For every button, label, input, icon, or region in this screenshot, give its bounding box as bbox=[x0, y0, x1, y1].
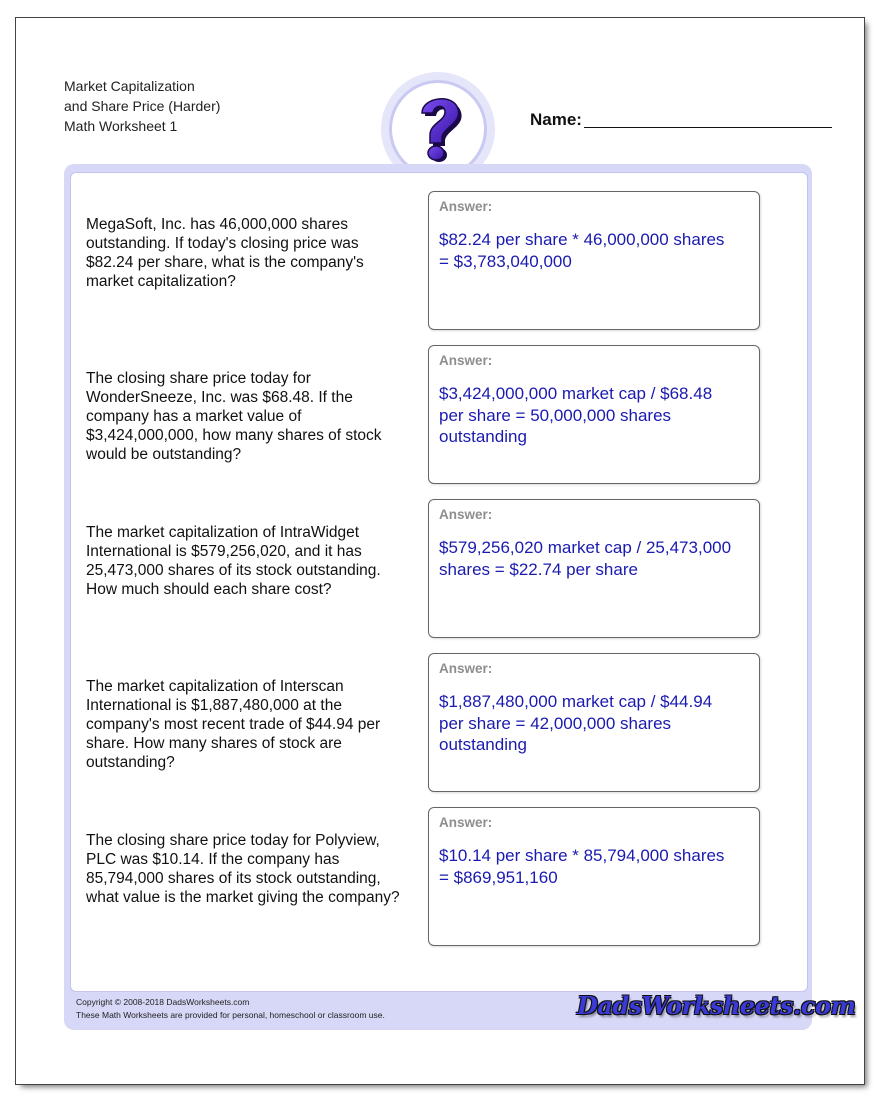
answer-label: Answer: bbox=[439, 815, 493, 830]
brand-logo: DadsWorksheets.com bbox=[577, 991, 856, 1020]
problem-5-answer: $10.14 per share * 85,794,000 shares = $869,951,160 bbox=[439, 846, 725, 887]
name-label: Name: bbox=[530, 110, 582, 129]
question-mark-icon bbox=[392, 83, 484, 175]
answer-label: Answer: bbox=[439, 353, 493, 368]
footer bbox=[76, 996, 385, 1022]
problem-3-question: The market capitalization of IntraWidget International is $579,256,020, and it has 25,473,000 shares of its stock outstanding. How much should each share cost? bbox=[86, 524, 381, 598]
problem-4-question: The market capitalization of Interscan International is $1,887,480,000 at the company's most recent trade of $44.94 per share. How many shares of stock are outstanding? bbox=[86, 678, 381, 771]
answer-label: Answer: bbox=[439, 199, 493, 214]
answer-label: Answer: bbox=[439, 507, 493, 522]
problem-2-question: The closing share price today for WonderSneeze, Inc. was $68.48. If the company has a market value of $3,424,000,000, how many shares of stock would be outstanding? bbox=[86, 370, 382, 463]
problem-1-answer: $82.24 per share * 46,000,000 shares = $3,783,040,000 bbox=[439, 230, 725, 271]
problem-5-question: The closing share price today for Polyview, PLC was $10.14. If the company has 85,794,000 shares of its stock outstanding, what value is the market giving the company? bbox=[86, 832, 400, 906]
problem-1-answer-box bbox=[428, 191, 760, 330]
title-line-1: Market Capitalization bbox=[64, 78, 195, 94]
problem-4-answer: $1,887,480,000 market cap / $44.94 per share = 42,000,000 shares outstanding bbox=[439, 692, 713, 754]
problem-1-question: MegaSoft, Inc. has 46,000,000 shares outstanding. If today's closing price was $82.24 per share, what is the company's market capitalization? bbox=[86, 216, 364, 290]
title-line-3: Math Worksheet 1 bbox=[64, 118, 178, 134]
copyright-text: Copyright © 2008-2018 DadsWorksheets.com bbox=[76, 997, 250, 1007]
name-field[interactable] bbox=[530, 110, 832, 130]
title-line-2: and Share Price (Harder) bbox=[64, 98, 221, 114]
usage-notice: These Math Worksheets are provided for personal, homeschool or classroom use. bbox=[76, 1010, 385, 1020]
problem-3-answer: $579,256,020 market cap / 25,473,000 shares = $22.74 per share bbox=[439, 538, 732, 579]
problem-5-answer-box bbox=[428, 807, 760, 946]
problem-2-answer-box bbox=[428, 345, 760, 484]
worksheet-title bbox=[64, 76, 220, 136]
problem-3-answer-box bbox=[428, 499, 760, 638]
problem-4-answer-box bbox=[428, 653, 760, 792]
name-underline bbox=[584, 127, 832, 128]
answer-label: Answer: bbox=[439, 661, 493, 676]
problem-2-answer: $3,424,000,000 market cap / $68.48 per share = 50,000,000 shares outstanding bbox=[439, 384, 713, 446]
